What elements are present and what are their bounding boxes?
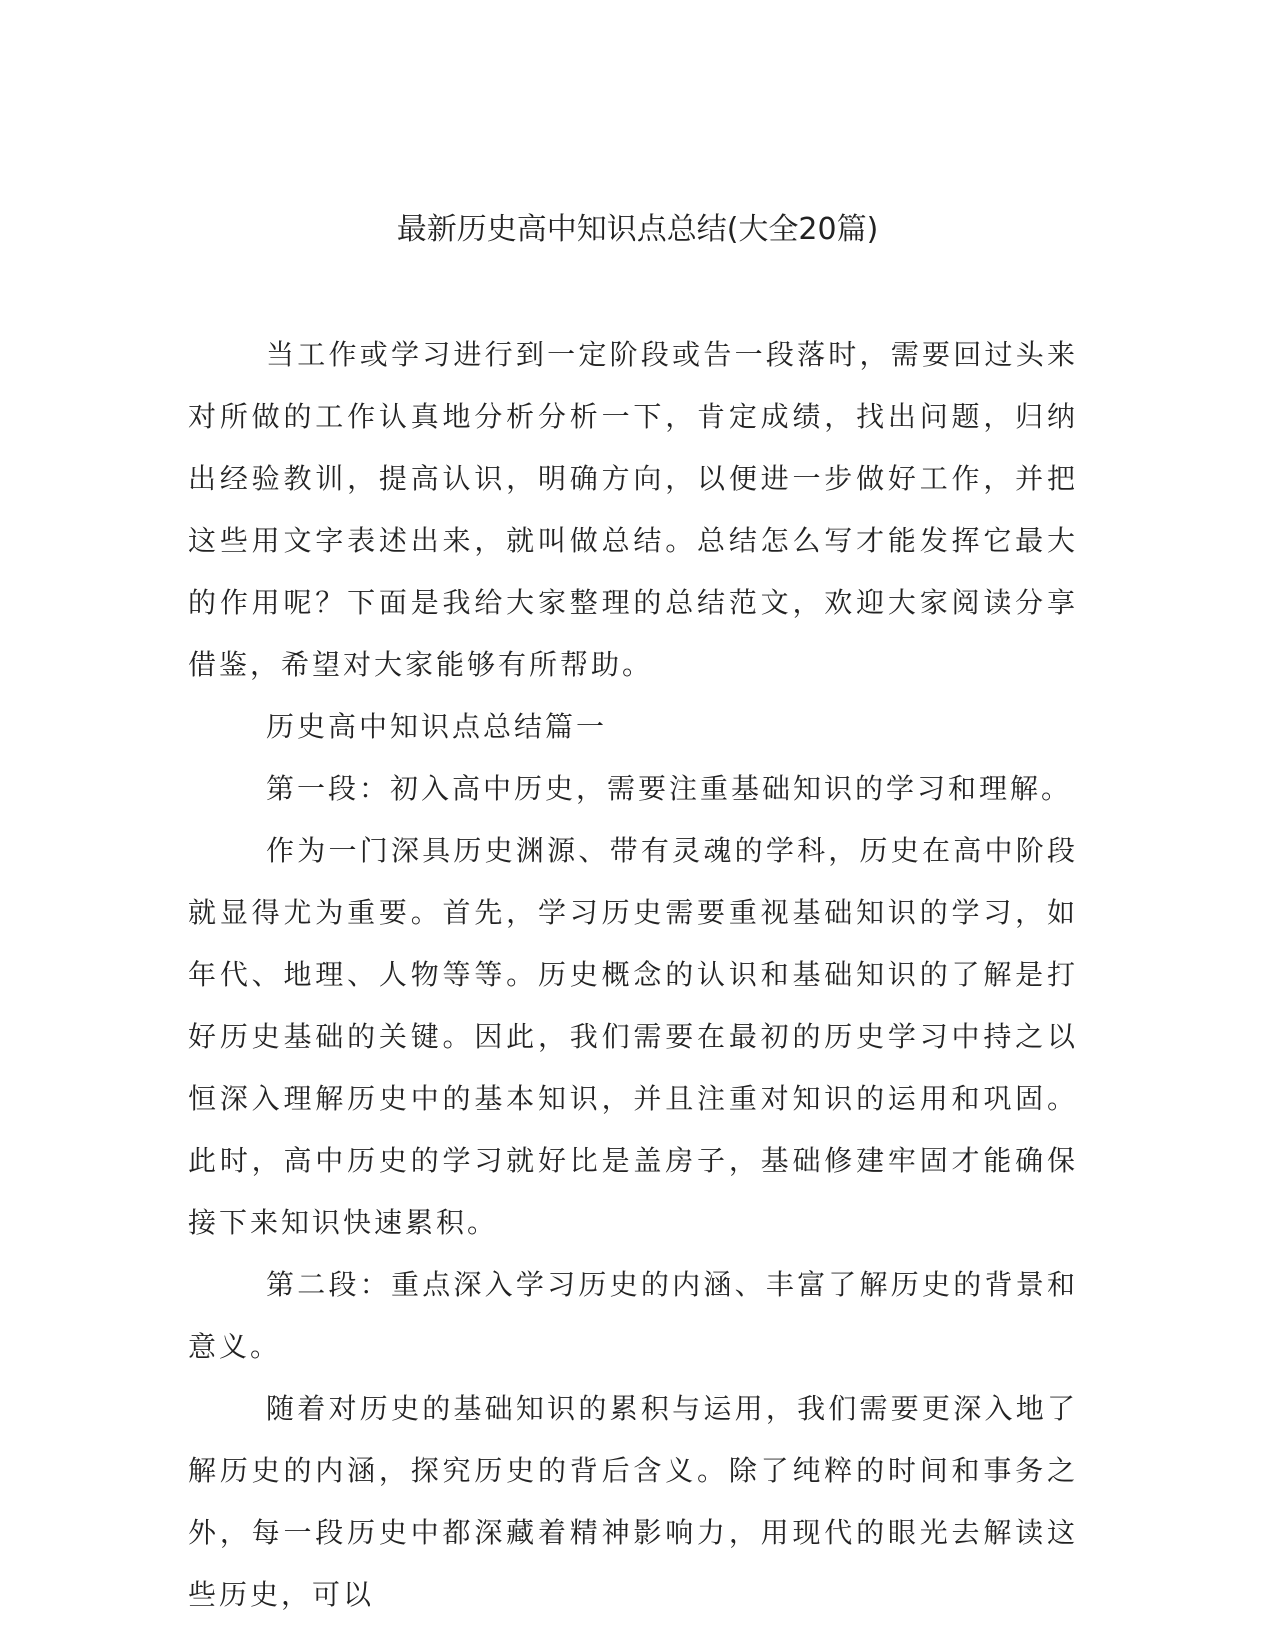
paragraph-1-heading: 第一段：初入高中历史，需要注重基础知识的学习和理解。 bbox=[266, 772, 1073, 805]
paragraph: 随着对历史的基础知识的累积与运用，我们需要更深入地了解历史的内涵，探究历史的背后含义。除了纯粹的时间和事务之外，每一段历史中都深藏着精神影响力，用现代的眼光去解读这些历史，可以 bbox=[188, 1392, 1078, 1611]
paragraph: 作为一门深具历史渊源、带有灵魂的学科，历史在高中阶段就显得尤为重要。首先，学习历史需要重视基础知识的学习，如年代、地理、人物等等。历史概念的认识和基础知识的了解是打好历史基础的关键。因此，我们需要在最初的历史学习中持之以恒深入理解历史中的基本知识，并且注重对知识的运用和巩固。此时，高中历史的学习就好比是盖房子，基础修建牢固才能确保接下来知识快速累积。 bbox=[188, 834, 1078, 1239]
document-title: 最新历史高中知识点总结(大全20篇) bbox=[396, 212, 879, 247]
document-body bbox=[188, 324, 1078, 1626]
paragraph-2-heading: 第二段：重点深入学习历史的内涵、丰富了解历史的背景和意义。 bbox=[188, 1268, 1078, 1363]
intro-paragraph: 当工作或学习进行到一定阶段或告一段落时，需要回过头来对所做的工作认真地分析分析一下，肯定成绩，找出问题，归纳出经验教训，提高认识，明确方向，以便进一步做好工作，并把这些用文字表述出来，就叫做总结。总结怎么写才能发挥它最大的作用呢？下面是我给大家整理的总结范文，欢迎大家阅读分享借鉴，希望对大家能够有所帮助。 bbox=[188, 338, 1078, 681]
section-heading: 历史高中知识点总结篇一 bbox=[266, 710, 608, 743]
